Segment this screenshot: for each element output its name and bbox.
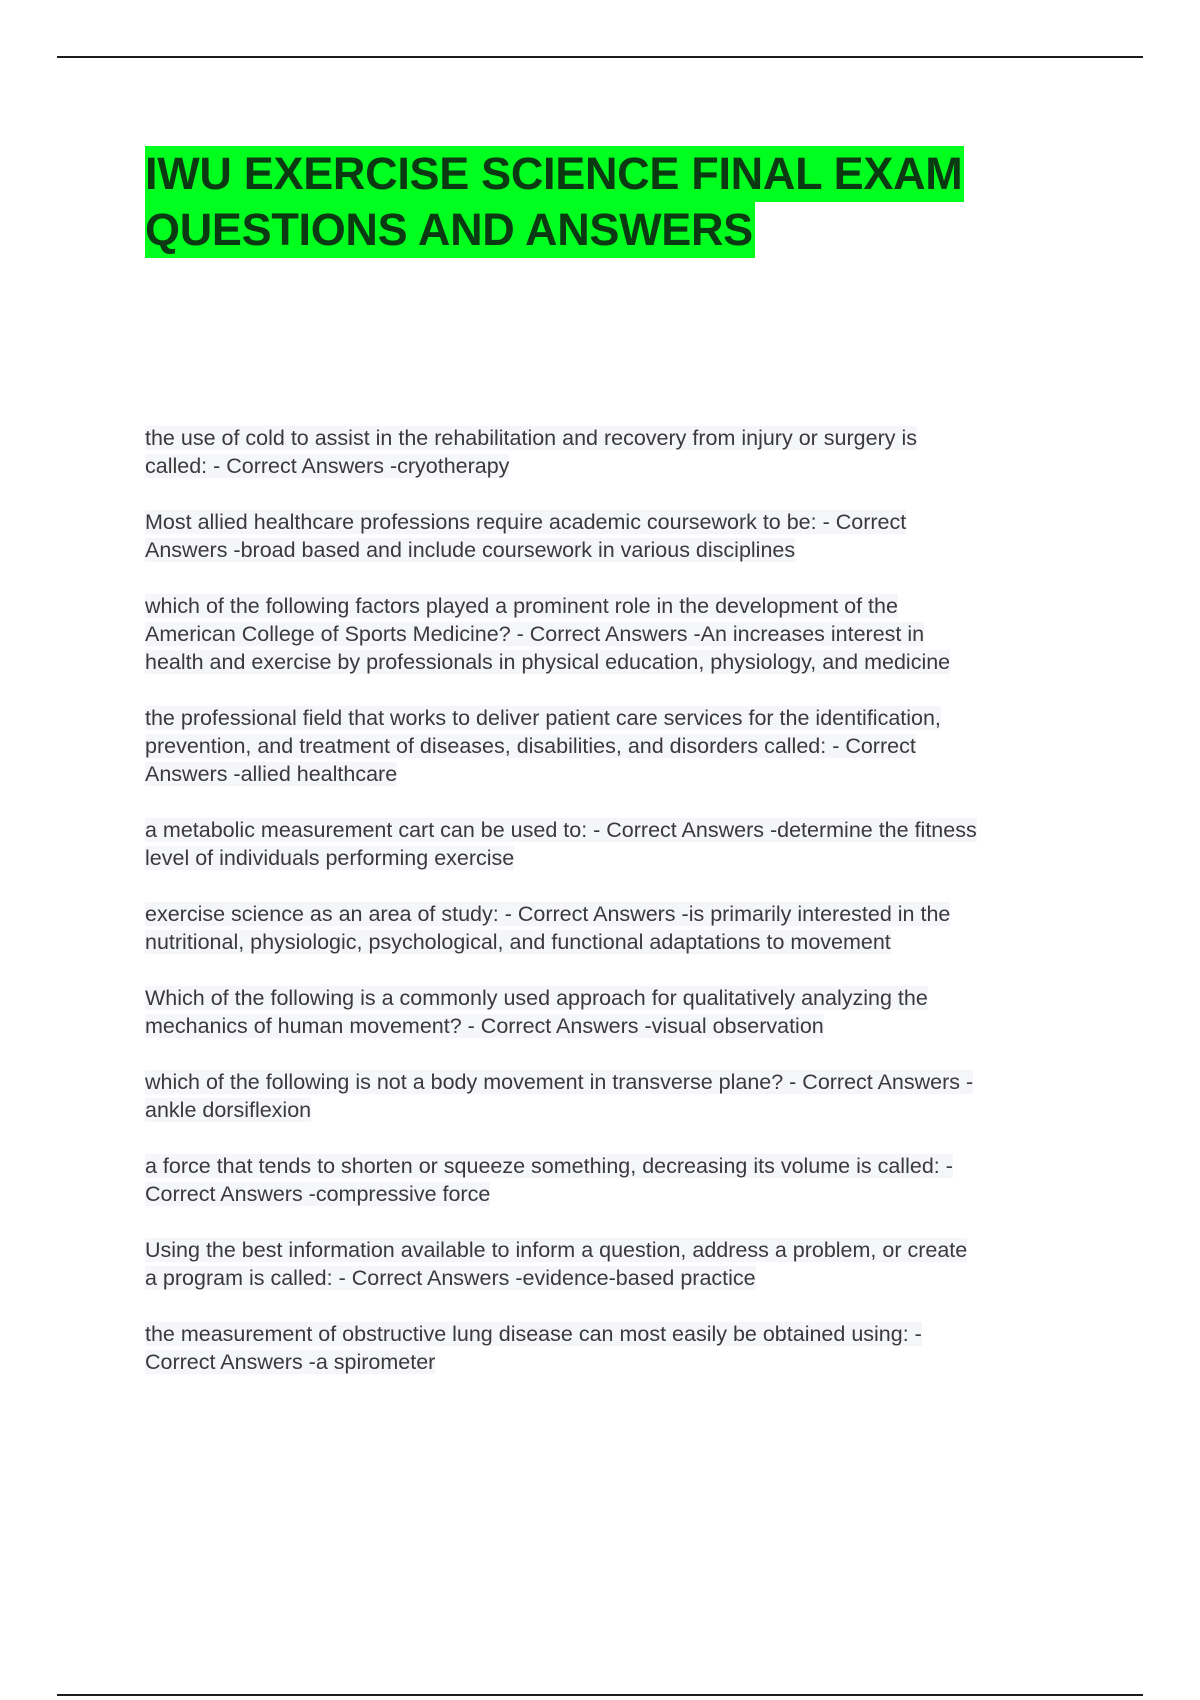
qa-line: called: - Correct Answers -cryotherapy [145, 454, 510, 478]
footer-rule [57, 1694, 1143, 1696]
qa-line: the use of cold to assist in the rehabilitation and recovery from injury or surgery is [145, 426, 917, 450]
qa-line: Answers -broad based and include coursework in various disciplines [145, 538, 796, 562]
qa-line: nutritional, physiologic, psychological, and functional adaptations to movement [145, 930, 891, 954]
qa-line: Most allied healthcare professions require academic coursework to be: - Correct [145, 510, 907, 534]
title-line: QUESTIONS AND ANSWERS [145, 202, 755, 258]
qa-list [145, 424, 1085, 1404]
qa-line: Using the best information available to inform a question, address a problem, or create [145, 1238, 968, 1262]
qa-line: Answers -allied healthcare [145, 762, 398, 786]
qa-item [145, 508, 1085, 564]
document-title [145, 146, 1085, 258]
qa-item [145, 1068, 1085, 1124]
qa-item [145, 1320, 1085, 1376]
qa-line: Which of the following is a commonly used approach for qualitatively analyzing the [145, 986, 928, 1010]
qa-line: exercise science as an area of study: - Correct Answers -is primarily interested in the [145, 902, 951, 926]
title-line: IWU EXERCISE SCIENCE FINAL EXAM [145, 146, 964, 202]
qa-line: the professional field that works to deliver patient care services for the identification, [145, 706, 941, 730]
qa-line: health and exercise by professionals in physical education, physiology, and medicine [145, 650, 951, 674]
qa-item [145, 816, 1085, 872]
qa-line: a metabolic measurement cart can be used to: - Correct Answers -determine the fitness [145, 818, 977, 842]
qa-item [145, 704, 1085, 788]
qa-line: Correct Answers -a spirometer [145, 1350, 436, 1374]
qa-item [145, 424, 1085, 480]
qa-item [145, 592, 1085, 676]
qa-line: Correct Answers -compressive force [145, 1182, 491, 1206]
qa-line: which of the following factors played a prominent role in the development of the [145, 594, 898, 618]
qa-item [145, 1236, 1085, 1292]
qa-line: a program is called: - Correct Answers -evidence-based practice [145, 1266, 756, 1290]
qa-item [145, 984, 1085, 1040]
qa-line: mechanics of human movement? - Correct Answers -visual observation [145, 1014, 824, 1038]
qa-line: a force that tends to shorten or squeeze something, decreasing its volume is called: - [145, 1154, 953, 1178]
qa-line: prevention, and treatment of diseases, disabilities, and disorders called: - Correct [145, 734, 916, 758]
header-rule [57, 56, 1143, 58]
qa-line: American College of Sports Medicine? - Correct Answers -An increases interest in [145, 622, 925, 646]
qa-line: ankle dorsiflexion [145, 1098, 312, 1122]
qa-item [145, 1152, 1085, 1208]
qa-line: the measurement of obstructive lung disease can most easily be obtained using: - [145, 1322, 922, 1346]
qa-item [145, 900, 1085, 956]
qa-line: which of the following is not a body movement in transverse plane? - Correct Answers - [145, 1070, 974, 1094]
qa-line: level of individuals performing exercise [145, 846, 515, 870]
